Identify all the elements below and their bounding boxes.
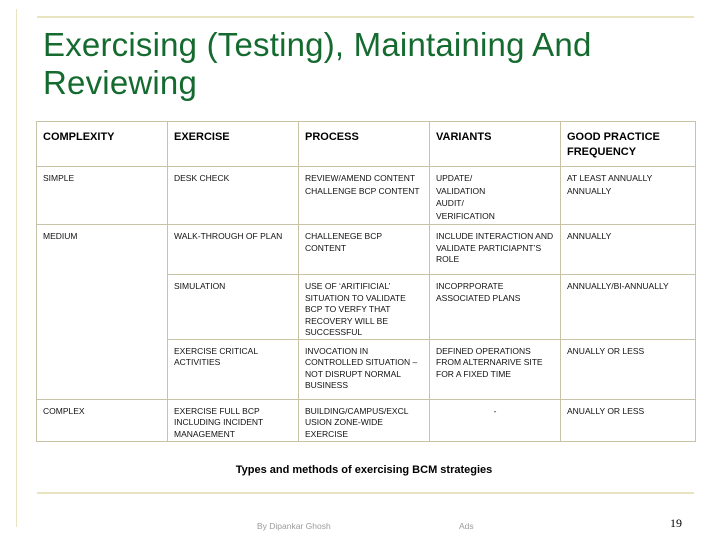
cell-process: USE OF ‘ARITIFICIAL’ SITUATION TO VALIDATE BCP TO VERFY THAT RECOVERY WILL BE SUCCESSFUL xyxy=(299,275,430,340)
table-caption: Types and methods of exercising BCM strategies xyxy=(235,464,493,476)
cell-process: CHALLENEGE BCP CONTENT xyxy=(299,225,430,275)
cell-variants: - xyxy=(430,399,561,441)
cell-variants: INCLUDE INTERACTION AND VALIDATE PARTICIAPNT’S ROLE xyxy=(430,225,561,275)
header-frequency: GOOD PRACTICE FREQUENCY xyxy=(561,122,696,167)
table-header-row xyxy=(37,122,696,167)
cell-variants: DEFINED OPERATIONS FROM ALTERNARIVE SITE FOR A FIXED TIME xyxy=(430,339,561,399)
slide-title: Exercising (Testing), Maintaining And Reviewing xyxy=(43,26,592,101)
header-exercise: EXERCISE xyxy=(168,122,299,167)
cell-exercise: EXERCISE FULL BCP INCLUDING INCIDENT MANAGEMENT xyxy=(168,399,299,441)
bcm-table xyxy=(36,121,696,442)
header-variants: VARIANTS xyxy=(430,122,561,167)
table-row xyxy=(37,225,696,275)
cell-frequency: ANNUALLY xyxy=(561,225,696,275)
cell-complexity: SIMPLE xyxy=(37,167,168,225)
cell-complexity: COMPLEX xyxy=(37,399,168,441)
cell-exercise: DESK CHECK xyxy=(168,167,299,225)
cell-process: BUILDING/CAMPUS/EXCL USION ZONE-WIDE EXERCISE xyxy=(299,399,430,441)
cell-variants: UPDATE/ VALIDATION AUDIT/ VERIFICATION xyxy=(430,167,561,225)
cell-frequency: ANNUALLY/BI-ANNUALLY xyxy=(561,275,696,340)
table-row xyxy=(37,167,696,225)
cell-process: INVOCATION IN CONTROLLED SITUATION – NOT DISRUPT NORMAL BUSINESS xyxy=(299,339,430,399)
bottom-rule xyxy=(37,492,694,494)
table-row xyxy=(37,399,696,441)
page-number: 19 xyxy=(670,516,682,530)
cell-complexity: MEDIUM xyxy=(37,225,168,400)
cell-process: REVIEW/AMEND CONTENT CHALLENGE BCP CONTENT xyxy=(299,167,430,225)
cell-exercise: WALK-THROUGH OF PLAN xyxy=(168,225,299,275)
cell-exercise: EXERCISE CRITICAL ACTIVITIES xyxy=(168,339,299,399)
left-rule xyxy=(16,9,17,527)
cell-variants: INCOPRPORATE ASSOCIATED PLANS xyxy=(430,275,561,340)
cell-frequency: AT LEAST ANNUALLY ANNUALLY xyxy=(561,167,696,225)
top-rule xyxy=(37,16,694,18)
footer-ads-link[interactable]: Ads xyxy=(459,521,474,531)
cell-frequency: ANUALLY OR LESS xyxy=(561,339,696,399)
header-process: PROCESS xyxy=(299,122,430,167)
header-complexity: COMPLEXITY xyxy=(37,122,168,167)
footer-author: By Dipankar Ghosh xyxy=(257,521,331,531)
cell-frequency: ANUALLY OR LESS xyxy=(561,399,696,441)
cell-exercise: SIMULATION xyxy=(168,275,299,340)
